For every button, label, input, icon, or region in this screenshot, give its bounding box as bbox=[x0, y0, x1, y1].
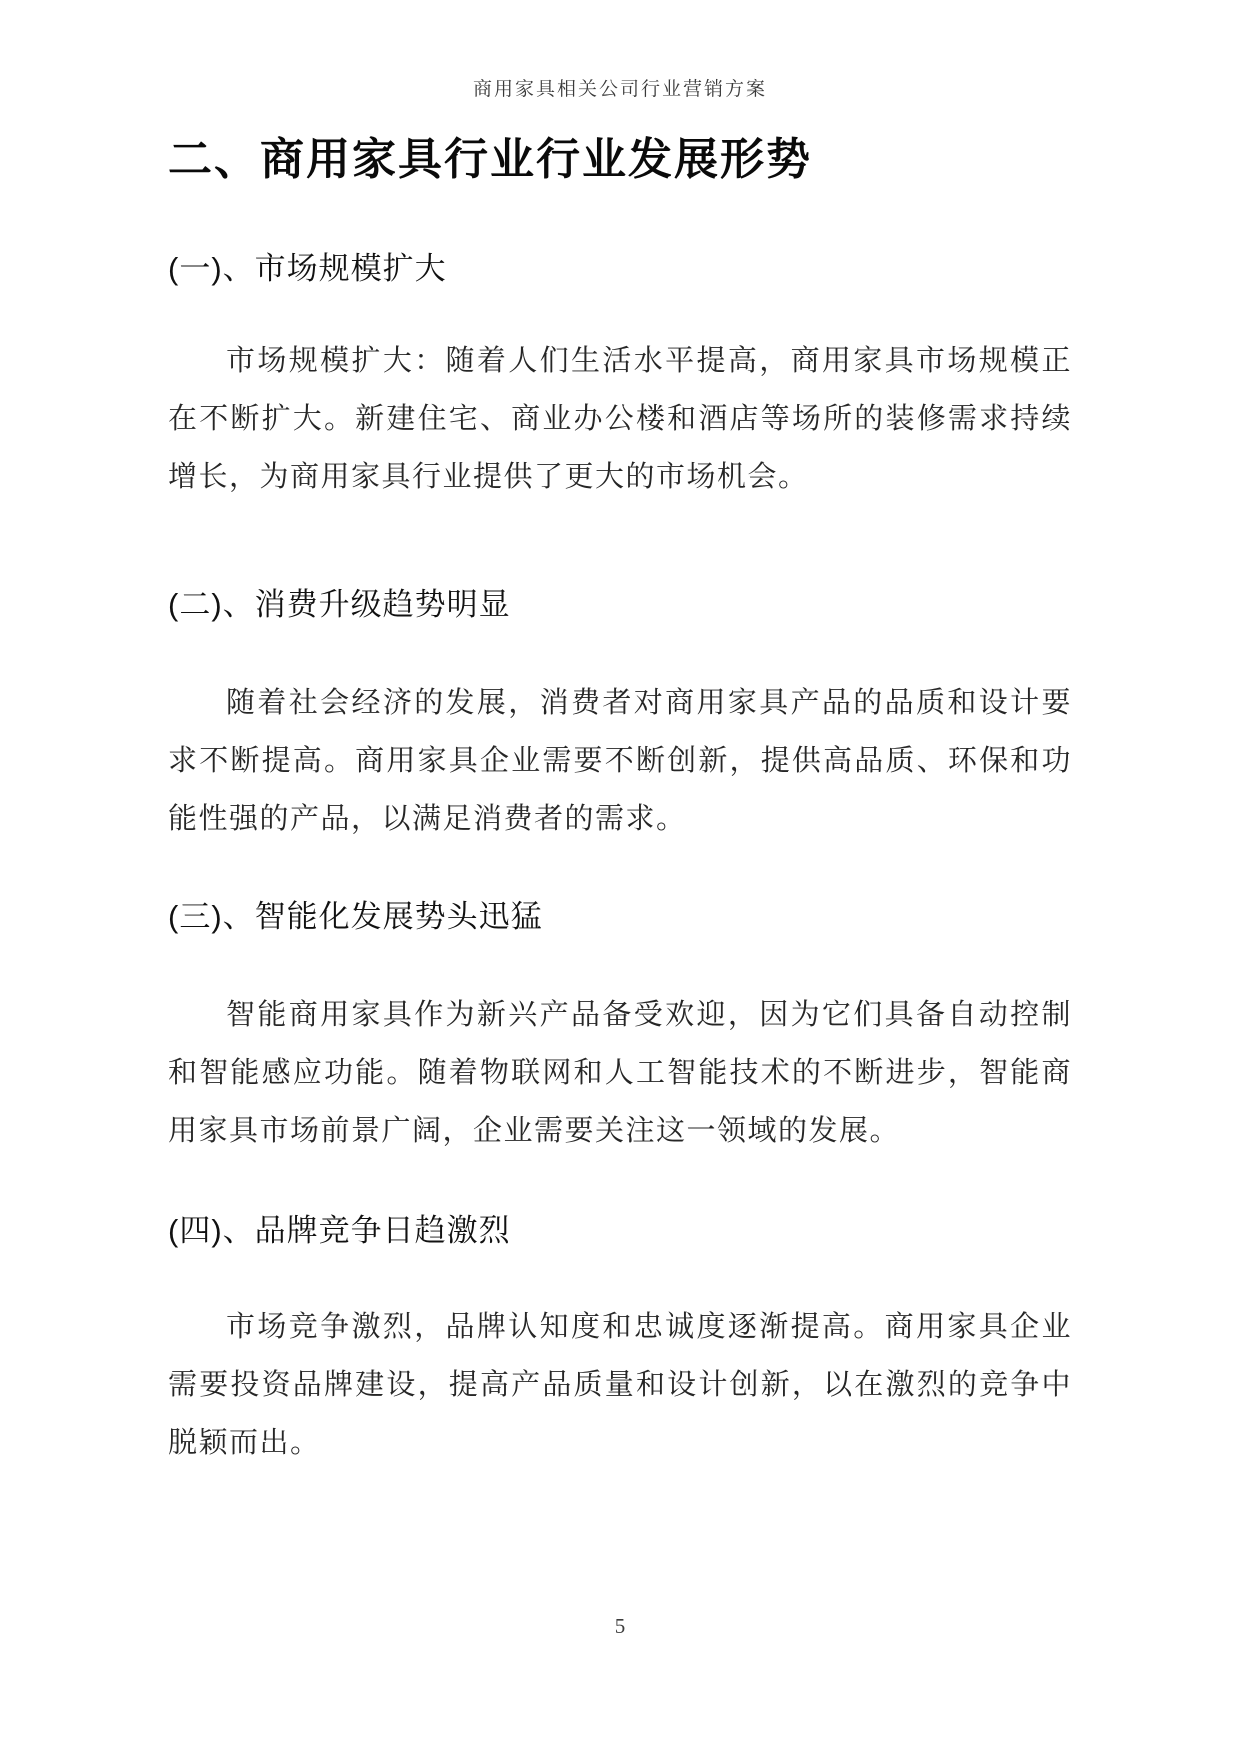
section-paragraph-3: 智能商用家具作为新兴产品备受欢迎，因为它们具备自动控制和智能感应功能。随着物联网和人工智能技术的不断进步，智能商用家具市场前景广阔，企业需要关注这一领域的发展。 bbox=[168, 999, 1072, 1147]
document-content bbox=[0, 132, 1240, 1472]
section-paragraph-4: 市场竞争激烈，品牌认知度和忠诚度逐渐提高。商用家具企业需要投资品牌建设，提高产品质量和设计创新，以在激烈的竞争中脱颖而出。 bbox=[168, 1311, 1072, 1459]
document-header-text: 商用家具相关公司行业营销方案 bbox=[472, 79, 767, 100]
section-paragraph-1: 市场规模扩大：随着人们生活水平提高，商用家具市场规模正在不断扩大。新建住宅、商业办公楼和酒店等场所的装修需求持续增长，为商用家具行业提供了更大的市场机会。 bbox=[168, 345, 1072, 493]
section-heading-2: (二)、消费升级趋势明显 bbox=[168, 587, 511, 622]
section-heading-4: (四)、品牌竞争日趋激烈 bbox=[168, 1213, 511, 1248]
page-number: 5 bbox=[614, 1614, 626, 1638]
section-heading-3: (三)、智能化发展势头迅猛 bbox=[168, 899, 543, 934]
section-heading-1: (一)、市场规模扩大 bbox=[168, 251, 447, 286]
section-paragraph-2: 随着社会经济的发展，消费者对商用家具产品的品质和设计要求不断提高。商用家具企业需要不断创新，提供高品质、环保和功能性强的产品，以满足消费者的需求。 bbox=[168, 687, 1072, 835]
document-title: 二、商用家具行业行业发展形势 bbox=[168, 135, 812, 184]
